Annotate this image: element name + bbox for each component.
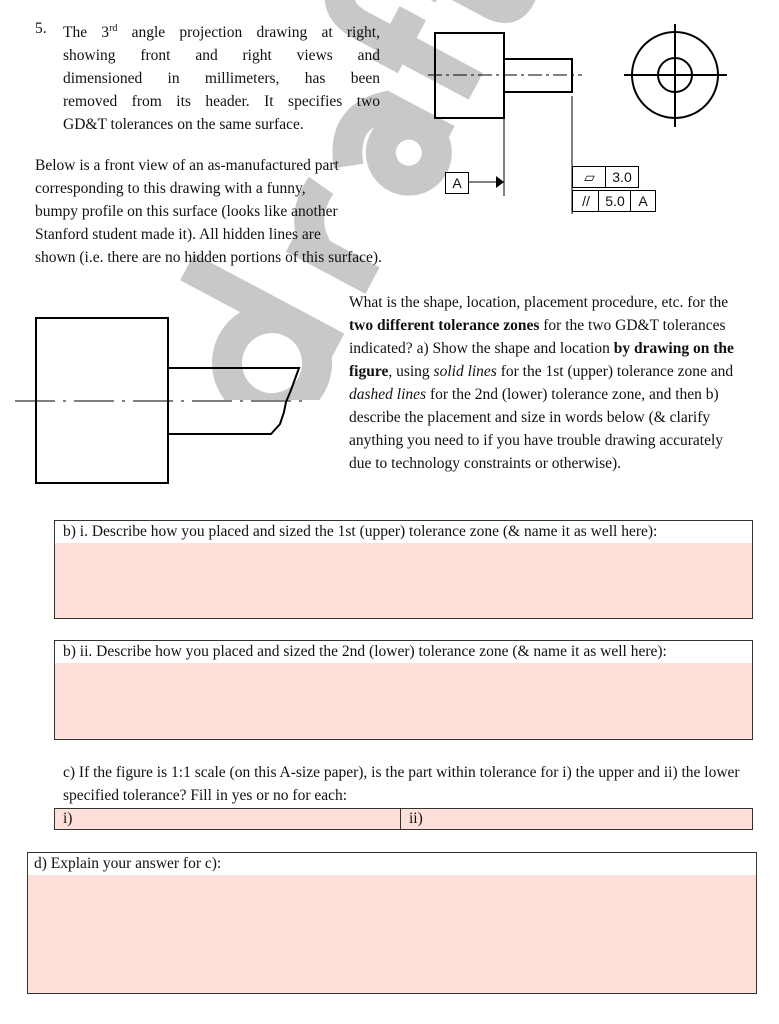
below-line: shown (i.e. there are no hidden portions of this surface). (35, 249, 382, 266)
parallelism-icon: // (572, 190, 600, 212)
intro-line: removed from its header. It specifies two (63, 93, 380, 111)
below-line: Below is a front view of an as-manufactured part (35, 157, 339, 174)
intro-line: angle projection drawing at right, (131, 24, 380, 42)
intro-line: showing front and right views and (63, 47, 380, 65)
answer-b2-field[interactable] (54, 640, 753, 740)
question-number: 5. (35, 20, 47, 37)
answer-c-ii-field[interactable] (400, 808, 753, 830)
answer-c-i-label: i) (63, 810, 73, 827)
answer-b1-label: b) i. Describe how you placed and sized the 1st (upper) tolerance zone (& name it as well here): (55, 521, 752, 543)
answer-d-field[interactable] (27, 852, 757, 994)
answer-c-ii-label: ii) (409, 810, 423, 827)
intro-line: GD&T tolerances on the same surface. (63, 116, 304, 134)
flatness-value: 3.0 (605, 166, 639, 188)
flatness-icon: ▱ (572, 166, 607, 188)
answer-b1-field[interactable] (54, 520, 753, 619)
instructions: What is the shape, location, placement procedure, etc. for the two different tolerance zones for the two GD&T tolerances indicated? a) Show the shape and location by drawing on the figure, using solid lines for the 1st (upper) tolerance zone and dashed lines for the 2nd (lower) tolerance zone, and then b) describe the placement and size in words below (& clarify anything you need to if you have trouble drawing accurately due to technology constraints or otherwise). (349, 294, 734, 472)
below-line: Stanford student made it). All hidden lines are (35, 226, 321, 243)
answer-c-i-field[interactable] (54, 808, 401, 830)
superscript: rd (109, 23, 118, 34)
parallelism-value: 5.0 (598, 190, 632, 212)
below-line: corresponding to this drawing with a funny, (35, 180, 306, 197)
parallelism-datum: A (630, 190, 656, 212)
as-manufactured-part (0, 290, 340, 490)
gdt-drawing (0, 0, 779, 300)
question-c: c) If the figure is 1:1 scale (on this A-size paper), is the part within tolerance for i) the upper and ii) the lower specified tolerance? Fill in yes or no for each: (63, 764, 740, 804)
below-line: bumpy profile on this surface (looks like another (35, 203, 338, 220)
answer-b2-label: b) ii. Describe how you placed and sized the 2nd (lower) tolerance zone (& name it as well here): (55, 641, 752, 663)
answer-d-label: d) Explain your answer for c): (28, 853, 756, 875)
datum-a-label: A (445, 172, 469, 194)
intro-line: dimensioned in millimeters, has been (63, 70, 380, 88)
intro-line: The 3 (63, 24, 110, 42)
